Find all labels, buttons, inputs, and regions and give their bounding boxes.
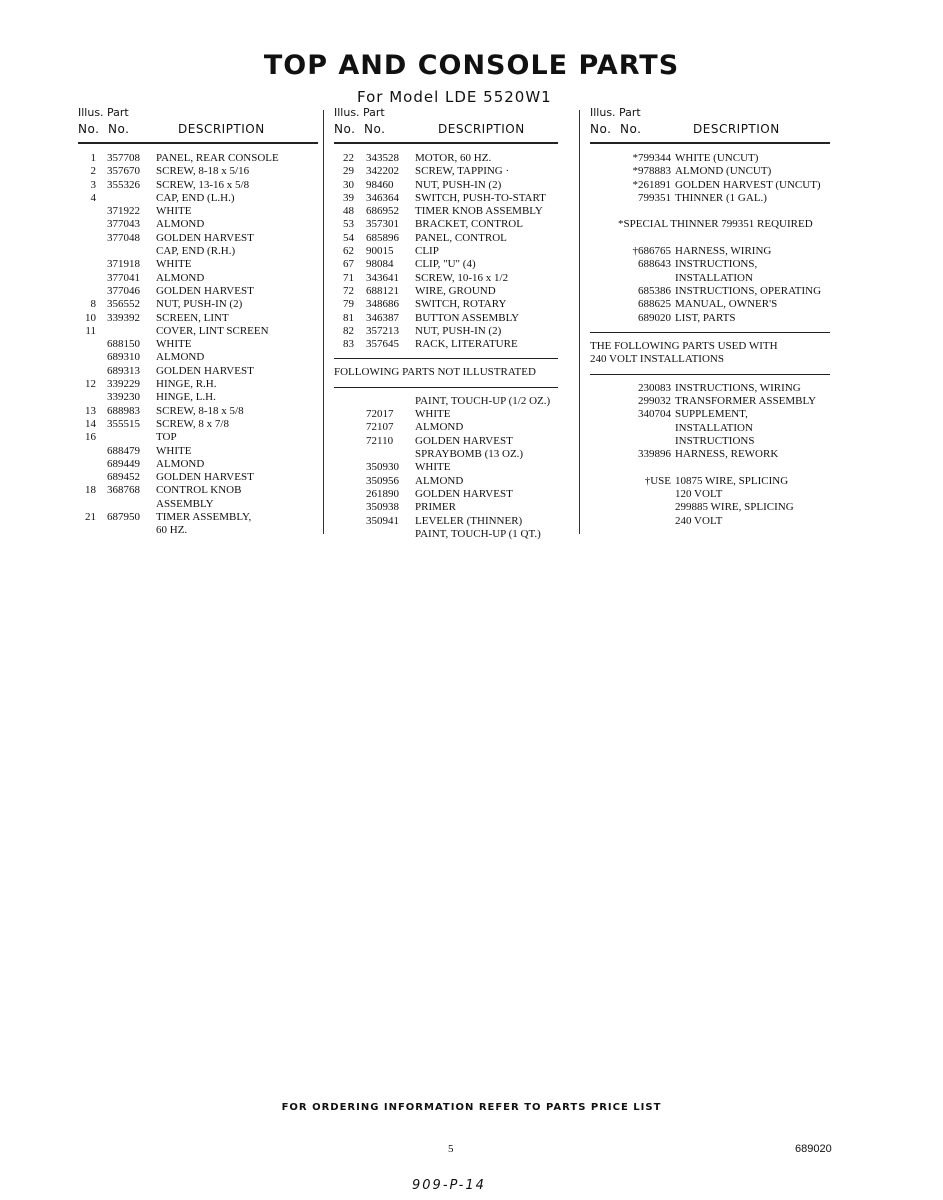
page-title: TOP AND CONSOLE PARTS [263, 50, 680, 81]
part-number: 350956 [366, 474, 399, 487]
part-number: 98084 [366, 258, 394, 271]
part-description: GOLDEN HARVEST (UNCUT) [675, 178, 821, 191]
parts-row [590, 488, 830, 501]
parts-row [334, 298, 558, 311]
illus-number: 48 [343, 205, 354, 218]
part-number: 357301 [366, 218, 399, 231]
part-description: 10875 WIRE, SPLICING [675, 474, 789, 487]
parts-row [78, 192, 318, 205]
section-note: *SPECIAL THINNER 799351 REQUIRED [618, 218, 813, 231]
part-number: 72107 [366, 421, 394, 434]
part-description: WHITE [415, 408, 451, 421]
part-number: 688479 [107, 444, 140, 457]
part-description: WHITE [156, 205, 192, 218]
illus-number: 71 [343, 271, 354, 284]
part-description: HARNESS, WIRING [675, 245, 772, 258]
parts-row [334, 528, 558, 541]
illus-number: 39 [343, 191, 354, 204]
parts-row [78, 471, 318, 484]
part-description: SCREW, 10-16 x 1/2 [415, 271, 509, 284]
header-description: DESCRIPTION [178, 122, 265, 136]
header-illus-line1: Illus. [78, 106, 104, 119]
parts-row [334, 312, 558, 325]
part-number: 355515 [107, 417, 140, 430]
ordering-footer: FOR ORDERING INFORMATION REFER TO PARTS PRICE LIST [281, 1102, 662, 1113]
parts-row [78, 458, 318, 471]
section-rule [334, 358, 558, 359]
part-description: LIST, PARTS [675, 311, 736, 324]
illus-number: 16 [85, 431, 96, 444]
part-number: †686765 [632, 245, 671, 258]
column-header [334, 106, 558, 142]
parts-row [334, 448, 558, 461]
parts-row [590, 501, 830, 514]
part-description: GOLDEN HARVEST [156, 364, 254, 377]
header-rule [334, 142, 558, 144]
part-description: INSTRUCTIONS [675, 434, 755, 447]
part-description: TRANSFORMER ASSEMBLY [675, 395, 817, 408]
parts-column-2 [334, 106, 558, 541]
part-description: SCREW, 8-18 x 5/16 [156, 165, 250, 178]
part-number: 689310 [107, 351, 140, 364]
illus-number: 53 [343, 218, 354, 231]
parts-row [334, 501, 558, 514]
part-number: 689020 [638, 311, 671, 324]
illus-number: 2 [90, 165, 96, 178]
part-number: 377041 [107, 271, 140, 284]
parts-row [590, 448, 830, 461]
part-number: *261891 [632, 178, 671, 191]
parts-row [334, 205, 558, 218]
blank-line [590, 232, 830, 245]
parts-row [590, 408, 830, 421]
parts-row [334, 165, 558, 178]
parts-row [78, 431, 318, 444]
part-number: 371922 [107, 205, 140, 218]
part-number: 687950 [107, 511, 140, 524]
header-rule [78, 142, 318, 144]
part-description: 60 HZ. [156, 524, 188, 537]
part-number: 72017 [366, 408, 394, 421]
part-number: 90015 [366, 245, 394, 258]
part-number: 799351 [638, 191, 671, 204]
parts-row [590, 435, 830, 448]
part-description: CAP, END (L.H.) [156, 191, 235, 204]
part-description: HARNESS, REWORK [675, 448, 779, 461]
part-description: PRIMER [415, 501, 456, 514]
parts-row [590, 298, 830, 311]
blank-line [590, 462, 830, 475]
part-description: TOP [156, 431, 177, 444]
parts-row [78, 498, 318, 511]
part-description: WHITE [156, 444, 192, 457]
part-description: PAINT, TOUCH-UP (1 QT.) [415, 527, 541, 540]
part-description: COVER, LINT SCREEN [156, 324, 269, 337]
illus-number: 14 [85, 417, 96, 430]
part-description: 299885 WIRE, SPLICING [675, 501, 794, 514]
part-number: 355326 [107, 178, 140, 191]
parts-row [78, 205, 318, 218]
illus-number: 11 [85, 324, 96, 337]
parts-row [78, 524, 318, 537]
part-description: INSTRUCTIONS, [675, 258, 758, 271]
part-description: GOLDEN HARVEST [156, 471, 254, 484]
parts-row [334, 285, 558, 298]
part-number: 357645 [366, 338, 399, 351]
parts-row [78, 165, 318, 178]
parts-row [334, 192, 558, 205]
header-description: DESCRIPTION [438, 122, 525, 136]
part-description: TIMER ASSEMBLY, [156, 511, 252, 524]
illus-number: 29 [343, 165, 354, 178]
part-number: 688625 [638, 298, 671, 311]
parts-row [590, 192, 830, 205]
part-description: WHITE [415, 461, 451, 474]
parts-row [78, 338, 318, 351]
part-description: ALMOND [156, 457, 205, 470]
part-number: 339230 [107, 391, 140, 404]
parts-row [334, 245, 558, 258]
header-illus-line2: No. [334, 122, 356, 136]
part-description: GOLDEN HARVEST [156, 231, 254, 244]
part-description: SCREW, TAPPING · [415, 165, 510, 178]
part-description: NUT, PUSH-IN (2) [156, 298, 243, 311]
column-divider [579, 110, 580, 534]
part-number: 340704 [638, 408, 671, 421]
header-part-line1: Part [107, 106, 129, 119]
part-number: 368768 [107, 484, 140, 497]
part-number: 261890 [366, 487, 399, 500]
part-number: 343641 [366, 271, 399, 284]
parts-row [78, 484, 318, 497]
part-number: 343528 [366, 152, 399, 164]
part-number: 230083 [638, 381, 671, 394]
parts-row [334, 515, 558, 528]
parts-row [78, 405, 318, 418]
header-part-line1: Part [619, 106, 641, 119]
part-number: 686952 [366, 205, 399, 218]
part-description: MOTOR, 60 HZ. [415, 152, 492, 164]
document-number: 689020 [795, 1143, 832, 1155]
part-number: 371918 [107, 258, 140, 271]
illus-number: 4 [90, 191, 96, 204]
part-number: *799344 [632, 152, 671, 164]
parts-row [334, 338, 558, 351]
part-description: BUTTON ASSEMBLY [415, 311, 520, 324]
part-description: INSTRUCTIONS, OPERATING [675, 285, 822, 298]
part-description: ASSEMBLY [156, 497, 214, 510]
parts-row [78, 272, 318, 285]
part-number: 357708 [107, 152, 140, 164]
parts-row [78, 378, 318, 391]
parts-row [590, 272, 830, 285]
part-number: 688983 [107, 404, 140, 417]
parts-row [334, 272, 558, 285]
part-description: WHITE (UNCUT) [675, 152, 759, 164]
parts-row [78, 445, 318, 458]
part-description: ALMOND [156, 218, 205, 231]
part-number: 689449 [107, 457, 140, 470]
part-description: SUPPLEMENT, [675, 408, 748, 421]
part-number: 350938 [366, 501, 399, 514]
part-description: SPRAYBOMB (13 OZ.) [415, 448, 524, 461]
part-description: GOLDEN HARVEST [415, 487, 513, 500]
part-description: LEVELER (THINNER) [415, 514, 523, 527]
parts-row [590, 312, 830, 325]
parts-row [590, 152, 830, 165]
part-description: GOLDEN HARVEST [415, 434, 513, 447]
part-description: CLIP [415, 245, 439, 258]
part-number: 357670 [107, 165, 140, 178]
illus-number: 22 [343, 152, 354, 164]
part-description: ALMOND [156, 271, 205, 284]
parts-row [334, 435, 558, 448]
part-number: 299032 [638, 395, 671, 408]
part-number: 342202 [366, 165, 399, 178]
part-number: 356552 [107, 298, 140, 311]
part-description: BRACKET, CONTROL [415, 218, 523, 231]
section-note: THE FOLLOWING PARTS USED WITH [590, 339, 778, 352]
illus-number: 10 [85, 311, 96, 324]
part-number: *978883 [632, 165, 671, 178]
header-description: DESCRIPTION [693, 122, 780, 136]
illus-number: 30 [343, 178, 354, 191]
part-description: CONTROL KNOB [156, 484, 242, 497]
part-number: 689313 [107, 364, 140, 377]
part-description: CLIP, "U" (4) [415, 258, 476, 271]
parts-row [590, 475, 830, 488]
parts-row [78, 218, 318, 231]
parts-row [78, 232, 318, 245]
handwritten-note: 909-P-14 [412, 1178, 486, 1193]
parts-row [590, 245, 830, 258]
parts-row [590, 395, 830, 408]
header-part-line2: No. [620, 122, 642, 136]
illus-number: 83 [343, 338, 354, 351]
illus-number: 1 [90, 152, 96, 164]
part-description: SCREW, 13-16 x 5/8 [156, 178, 250, 191]
parts-row [590, 165, 830, 178]
page-number: 5 [448, 1143, 454, 1155]
parts-row [78, 365, 318, 378]
illus-number: 72 [343, 284, 354, 297]
illus-number: 12 [85, 378, 96, 391]
section-rule [590, 332, 830, 333]
header-part-line2: No. [108, 122, 130, 136]
parts-column-3 [590, 106, 830, 528]
illus-number: 81 [343, 311, 354, 324]
part-description: WHITE [156, 258, 192, 271]
section-note: 240 VOLT INSTALLATIONS [590, 353, 724, 366]
section-rule [590, 374, 830, 375]
parts-row [334, 488, 558, 501]
part-description: GOLDEN HARVEST [156, 284, 254, 297]
illus-number: 13 [85, 404, 96, 417]
parts-row [334, 421, 558, 434]
parts-row [334, 232, 558, 245]
part-number: 688150 [107, 338, 140, 351]
column-header [78, 106, 318, 142]
part-number: †USE [644, 474, 671, 487]
header-part-line2: No. [364, 122, 386, 136]
part-number: 688643 [638, 258, 671, 271]
part-number: 348686 [366, 298, 399, 311]
model-subtitle: For Model LDE 5520W1 [357, 88, 552, 106]
parts-row [334, 218, 558, 231]
part-number: 377046 [107, 284, 140, 297]
illus-number: 3 [90, 178, 96, 191]
illus-number: 67 [343, 258, 354, 271]
header-rule [590, 142, 830, 144]
part-number: 72110 [366, 434, 394, 447]
illus-number: 18 [85, 484, 96, 497]
header-illus-line1: Illus. [590, 106, 616, 119]
parts-row [78, 351, 318, 364]
illus-number: 54 [343, 231, 354, 244]
header-part-line1: Part [363, 106, 385, 119]
parts-row [78, 152, 318, 165]
part-description: PANEL, CONTROL [415, 231, 507, 244]
parts-row [78, 325, 318, 338]
header-illus-line1: Illus. [334, 106, 360, 119]
part-description: TIMER KNOB ASSEMBLY [415, 205, 543, 218]
parts-row [78, 179, 318, 192]
parts-row [590, 515, 830, 528]
part-description: THINNER (1 GAL.) [675, 191, 767, 204]
part-number: 339392 [107, 311, 140, 324]
header-illus-line2: No. [78, 122, 100, 136]
illus-number: 21 [85, 511, 96, 524]
part-number: 685386 [638, 285, 671, 298]
part-description: SWITCH, ROTARY [415, 298, 507, 311]
parts-row [78, 391, 318, 404]
section-rule [334, 387, 558, 388]
part-description: ALMOND [156, 351, 205, 364]
parts-row [78, 418, 318, 431]
part-number: 339896 [638, 448, 671, 461]
part-description: HINGE, L.H. [156, 391, 216, 404]
column-divider [323, 110, 324, 534]
parts-row [334, 179, 558, 192]
part-description: INSTALLATION [675, 421, 753, 434]
parts-row [590, 382, 830, 395]
parts-row [334, 475, 558, 488]
part-description: RACK, LITERATURE [415, 338, 518, 351]
column-header [590, 106, 830, 142]
section-note: FOLLOWING PARTS NOT ILLUSTRATED [334, 366, 536, 379]
parts-row [78, 258, 318, 271]
part-description: WIRE, GROUND [415, 284, 496, 297]
parts-column-1 [78, 106, 318, 538]
part-number: 98460 [366, 178, 394, 191]
illus-number: 79 [343, 298, 354, 311]
part-description: NUT, PUSH-IN (2) [415, 324, 502, 337]
parts-row [590, 422, 830, 435]
parts-row [334, 395, 558, 408]
parts-row [334, 258, 558, 271]
part-number: 689452 [107, 471, 140, 484]
parts-row [78, 285, 318, 298]
part-description: PANEL, REAR CONSOLE [156, 152, 279, 164]
part-description: CAP, END (R.H.) [156, 245, 236, 258]
parts-row [78, 245, 318, 258]
blank-line [590, 205, 830, 218]
part-description: ALMOND (UNCUT) [675, 165, 772, 178]
parts-row [334, 152, 558, 165]
parts-row [590, 258, 830, 271]
part-description: ALMOND [415, 421, 464, 434]
part-description: PAINT, TOUCH-UP (1/2 OZ.) [415, 394, 551, 407]
part-description: WHITE [156, 338, 192, 351]
part-number: 357213 [366, 324, 399, 337]
parts-row [590, 285, 830, 298]
parts-row [334, 408, 558, 421]
part-number: 346364 [366, 191, 399, 204]
part-number: 377048 [107, 231, 140, 244]
part-number: 350941 [366, 514, 399, 527]
part-number: 688121 [366, 284, 399, 297]
part-description: ALMOND [415, 474, 464, 487]
part-number: 339229 [107, 378, 140, 391]
part-description: SCREW, 8-18 x 5/8 [156, 404, 244, 417]
illus-number: 82 [343, 324, 354, 337]
part-description: INSTALLATION [675, 271, 753, 284]
part-number: 377043 [107, 218, 140, 231]
part-description: SCREW, 8 x 7/8 [156, 417, 229, 430]
part-description: SWITCH, PUSH-TO-START [415, 191, 546, 204]
part-description: NUT, PUSH-IN (2) [415, 178, 502, 191]
parts-row [78, 312, 318, 325]
header-illus-line2: No. [590, 122, 612, 136]
parts-row [334, 325, 558, 338]
part-number: 685896 [366, 231, 399, 244]
parts-row [78, 511, 318, 524]
part-description: 120 VOLT [675, 488, 723, 501]
part-description: MANUAL, OWNER'S [675, 298, 778, 311]
part-description: 240 VOLT [675, 514, 723, 527]
part-number: 350930 [366, 461, 399, 474]
part-description: SCREEN, LINT [156, 311, 229, 324]
parts-row [78, 298, 318, 311]
part-number: 346387 [366, 311, 399, 324]
illus-number: 8 [90, 298, 96, 311]
part-description: HINGE, R.H. [156, 378, 217, 391]
parts-row [334, 461, 558, 474]
parts-row [590, 179, 830, 192]
part-description: INSTRUCTIONS, WIRING [675, 381, 801, 394]
illus-number: 62 [343, 245, 354, 258]
